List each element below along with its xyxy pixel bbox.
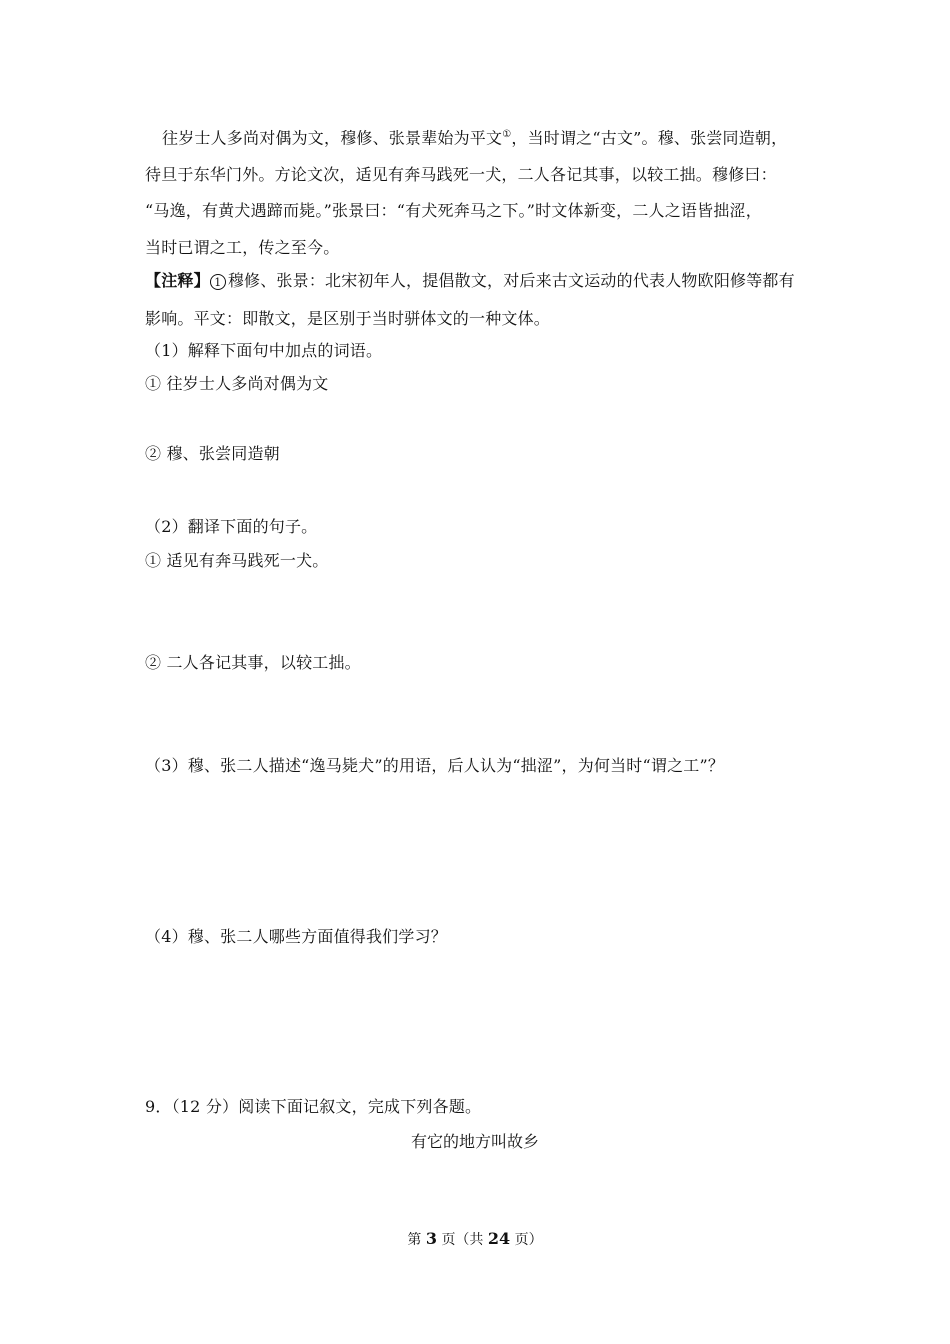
annotation-marker: 1	[210, 274, 226, 290]
annotation-line-2: 影响。平文：即散文，是区别于当时骈体文的一种文体。	[145, 309, 551, 328]
footer-total-pages: 24	[487, 1229, 511, 1248]
question-3: （3）穆、张二人描述“逸马毙犬”的用语，后人认为“拙涩”，为何当时“谓之工”？	[145, 756, 725, 775]
annotation-text: 穆修、张景：北宋初年人，提倡散文，对后来古文运动的代表人物欧阳修等都有	[227, 271, 795, 290]
section-9-heading: 9．（12 分）阅读下面记叙文，完成下列各题。	[145, 1097, 482, 1116]
footer-prefix: 第	[407, 1232, 422, 1248]
question-1-item-a: ① 往岁士人多尚对偶为文	[145, 374, 329, 393]
essay-title: 有它的地方叫故乡	[410, 1132, 539, 1151]
passage-line-3: “马逸，有黄犬遇蹄而毙。”张景曰：“有犬死奔马之下。”时文体新变，二人之语皆拙涩，	[145, 201, 762, 220]
question-1-item-b: ② 穆、张尝同造朝	[145, 444, 280, 463]
question-4: （4）穆、张二人哪些方面值得我们学习？	[145, 927, 447, 946]
passage-line-2: 待旦于东华门外。方论文次，适见有奔马践死一犬，二人各记其事，以较工拙。穆修曰：	[145, 165, 777, 184]
footer-suffix: 页）	[514, 1232, 543, 1248]
annotation-line-1	[145, 270, 795, 292]
question-2: （2）翻译下面的句子。	[145, 517, 318, 536]
footer-page-number: 3	[425, 1229, 437, 1248]
passage-line-1	[162, 124, 787, 149]
annotation-label: 【注释】	[145, 271, 210, 290]
footer-middle: 页（共	[441, 1232, 484, 1248]
passage-text: ，当时谓之“古文”。穆、张尝同造朝，	[511, 128, 788, 148]
question-2-item-b: ② 二人各记其事，以较工拙。	[145, 653, 361, 672]
question-2-item-a: ① 适见有奔马践死一犬。	[145, 551, 329, 570]
page-footer	[0, 1228, 950, 1251]
footnote-marker: ①	[502, 129, 512, 140]
passage-text: 往岁士人多尚对偶为文，穆修、张景辈始为平文	[162, 128, 503, 148]
passage-line-4: 当时已谓之工，传之至今。	[145, 238, 340, 257]
question-1: （1）解释下面句中加点的词语。	[145, 341, 383, 360]
